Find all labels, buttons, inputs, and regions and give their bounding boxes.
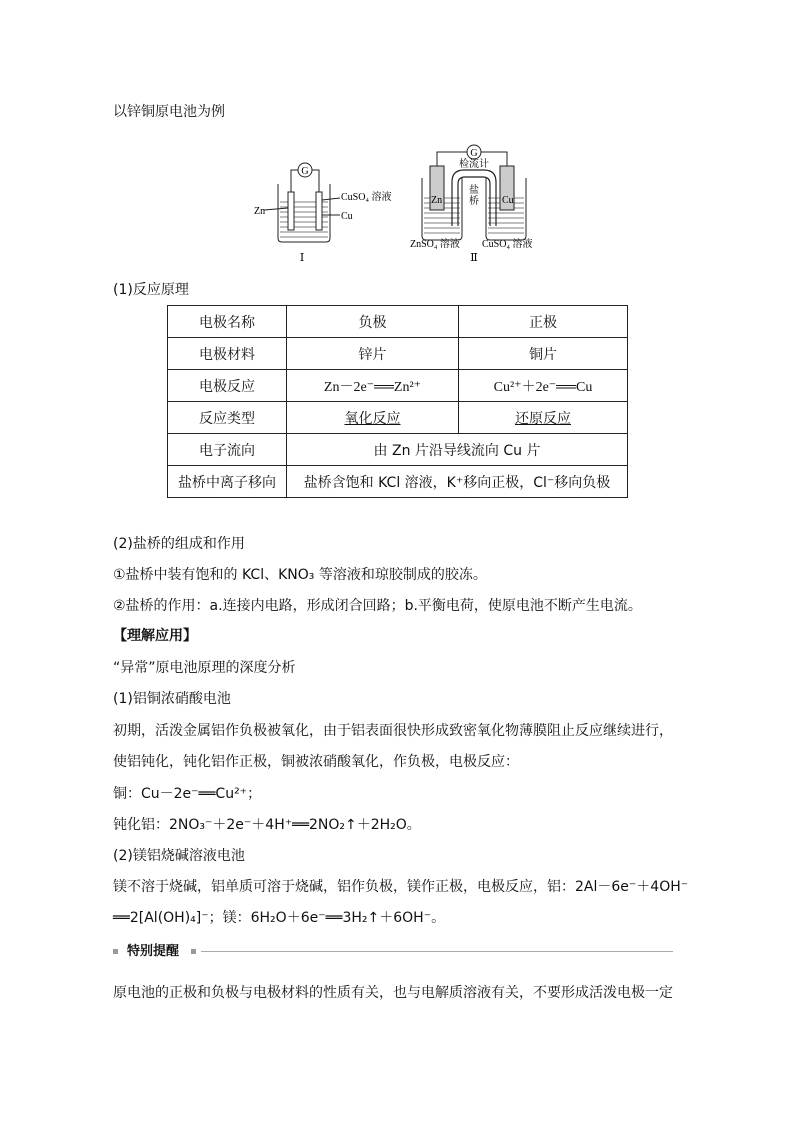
positive-cell: 正极 — [459, 306, 628, 338]
apply-title: 【理解应用】 — [113, 628, 197, 644]
salt-bridge-label-1: 盐 — [469, 185, 479, 196]
intro-text: 以锌铜原电池为例 — [113, 104, 225, 120]
case2-title: (2)镁铝烧碱溶液电池 — [113, 848, 245, 864]
negative-cell: Zn－2e⁻══Zn²⁺ — [287, 370, 459, 402]
bridge-function: ②盐桥的作用：a.连接内电路，形成闭合回路；b.平衡电荷，使原电池不断产生电流。 — [113, 598, 642, 614]
row-head: 反应类型 — [168, 402, 287, 434]
case1-title: (1)铝铜浓硝酸电池 — [113, 691, 231, 707]
row-head: 电极名称 — [168, 306, 287, 338]
negative-cell: 锌片 — [287, 338, 459, 370]
row-head: 盐桥中离子移向 — [168, 466, 287, 498]
cuso4-label-I: CuSO₄ 溶液 — [341, 192, 392, 203]
znso4-label: ZnSO₄ 溶液 — [410, 239, 460, 250]
span-cell: 盐桥含饱和 KCl 溶液，K⁺移向正极，Cl⁻移向负极 — [287, 466, 628, 498]
case1-copper-equation: 铜：Cu－2e⁻══Cu²⁺； — [113, 786, 262, 802]
row-head: 电子流向 — [168, 434, 287, 466]
case1-aluminum-equation: 钝化铝：2NO₃⁻＋2e⁻＋4H⁺══2NO₂↑＋2H₂O。 — [113, 817, 421, 833]
special-reminder-label: 特别提醒 — [127, 944, 180, 959]
figure-label-I: Ⅰ — [299, 252, 305, 264]
row-head: 电极材料 — [168, 338, 287, 370]
reaction-principle-table — [167, 305, 628, 498]
table-row — [168, 466, 628, 498]
salt-bridge-label-2: 桥 — [469, 196, 479, 207]
cuso4-label-II: CuSO₄ 溶液 — [482, 239, 533, 250]
case1-paragraph-2: 使铝钝化，钝化铝作正极，铜被浓硝酸氧化，作负极，电极反应： — [113, 754, 519, 770]
zn-label-I: Zn — [254, 206, 266, 217]
divider — [201, 951, 673, 952]
cu-label-I: Cu — [341, 211, 353, 222]
negative-cell: 负极 — [287, 306, 459, 338]
row-head: 电极反应 — [168, 370, 287, 402]
checker-label: 检流计 — [459, 159, 489, 170]
case2-paragraph-1: 镁不溶于烧碱，铝单质可溶于烧碱，铝作负极，镁作正极，电极反应，铝：2Al－6e⁻＋4OH⁻ — [113, 879, 689, 895]
negative-cell: 氧化反应 — [344, 410, 401, 427]
galvanometer-symbol-I: G — [301, 166, 309, 177]
galvanic-cell-figure — [250, 140, 550, 265]
section2-title: (2)盐桥的组成和作用 — [113, 536, 245, 552]
positive-cell: 铜片 — [459, 338, 628, 370]
bullet-square-icon — [113, 949, 118, 954]
table-row — [168, 434, 628, 466]
special-reminder-header — [113, 944, 673, 960]
span-cell: 由 Zn 片沿导线流向 Cu 片 — [287, 434, 628, 466]
table-row — [168, 402, 628, 434]
special-reminder-text: 原电池的正极和负极与电极材料的性质有关，也与电解质溶液有关，不要形成活泼电极一定 — [113, 985, 673, 1001]
bullet-square-icon — [191, 949, 196, 954]
bridge-composition: ①盐桥中装有饱和的 KCl、KNO₃ 等溶液和琼胶制成的胶冻。 — [113, 567, 487, 583]
table-row — [168, 306, 628, 338]
galvanometer-symbol-II: G — [470, 148, 478, 159]
figure-label-II: Ⅱ — [470, 252, 478, 264]
positive-cell: 还原反应 — [515, 410, 571, 427]
cu-label-II: Cu — [502, 195, 514, 206]
abnormal-title: “异常”原电池原理的深度分析 — [113, 660, 296, 676]
case1-paragraph-1: 初期，活泼金属铝作负极被氧化，由于铝表面很快形成致密氧化物薄膜阻止反应继续进行， — [113, 723, 673, 739]
table-row — [168, 338, 628, 370]
case2-paragraph-2: ══2[Al(OH)₄]⁻；镁：6H₂O＋6e⁻══3H₂↑＋6OH⁻。 — [113, 910, 446, 926]
zn-label-II: Zn — [431, 195, 443, 206]
table-row — [168, 370, 628, 402]
positive-cell: Cu²⁺＋2e⁻══Cu — [459, 370, 628, 402]
section1-title: (1)反应原理 — [113, 282, 189, 298]
